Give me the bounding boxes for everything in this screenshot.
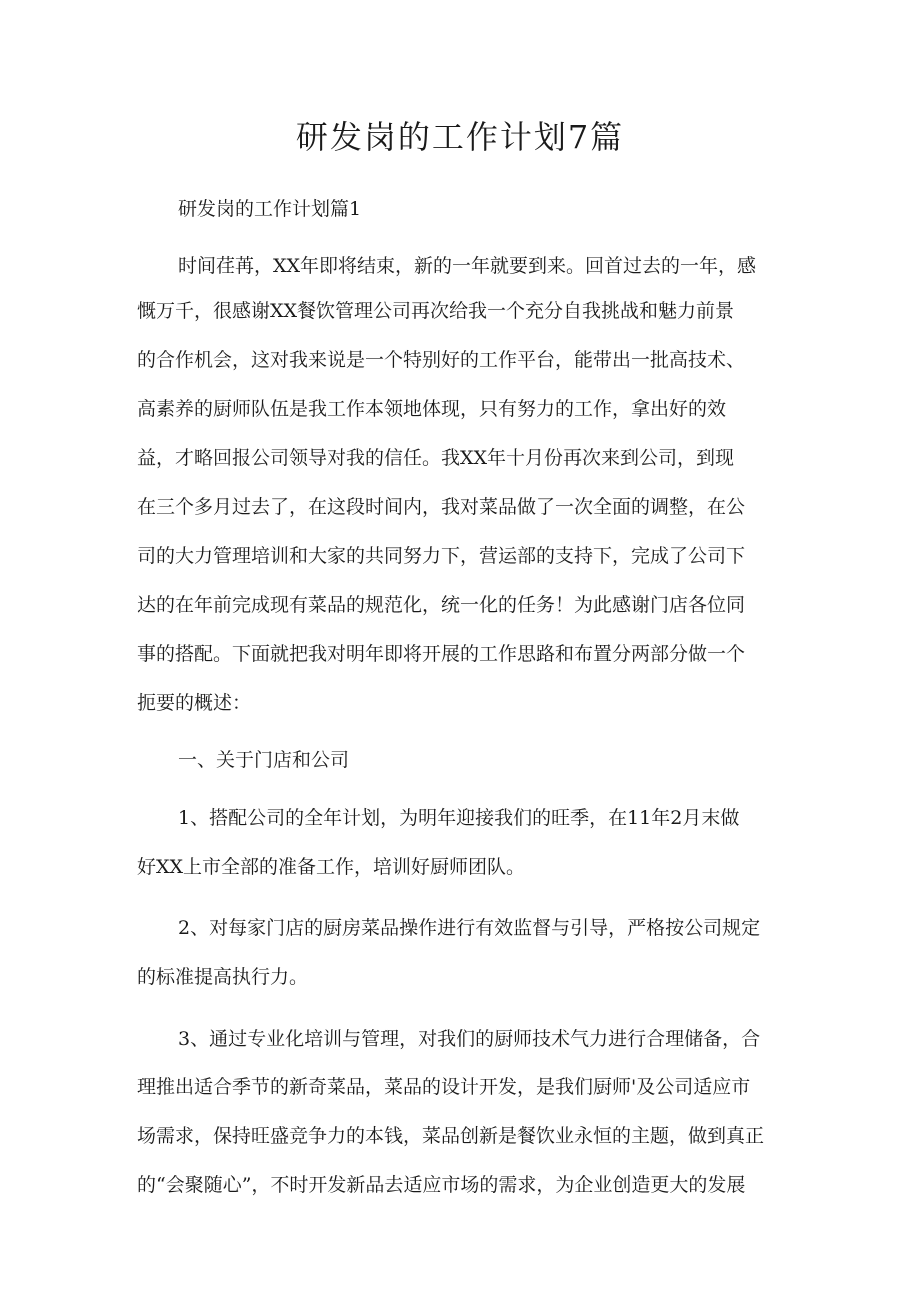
paragraph-line: 扼要的概述：: [137, 692, 252, 714]
paragraph-line: 在三个多月过去了，在这段时间内，我对菜品做了一次全面的调整，在公: [137, 496, 746, 518]
list-item-line: 好XX上市全部的准备工作，培训好厨师团队。: [137, 856, 526, 878]
list-item-line: 的“会聚随心”，不时开发新品去适应市场的需求，为企业创造更大的发展: [137, 1174, 746, 1196]
list-item-line: 2、对每家门店的厨房菜品操作进行有效监督与引导，严格按公司规定: [178, 917, 761, 939]
paragraph-line: 达的在年前完成现有菜品的规范化，统一化的任务！为此感谢门店各位同: [137, 594, 746, 616]
paragraph-line: 的合作机会，这对我来说是一个特别好的工作平台，能带出一批高技术、: [137, 349, 746, 371]
list-item-line: 的标准提高执行力。: [137, 966, 309, 988]
list-item-line: 3、通过专业化培训与管理，对我们的厨师技术气力进行合理储备，合: [178, 1028, 761, 1050]
section-heading: 研发岗的工作计划篇1: [178, 198, 362, 220]
document-title: 研发岗的工作计划7篇: [295, 118, 625, 156]
paragraph-line: 益，才略回报公司领导对我的信任。我XX年十月份再次来到公司，到现: [137, 447, 735, 469]
list-item-line: 1、搭配公司的全年计划，为明年迎接我们的旺季，在11年2月末做: [178, 807, 740, 829]
paragraph-line: 高素养的厨师队伍是我工作本领地体现，只有努力的工作，拿出好的效: [137, 398, 727, 420]
list-item-line: 理推出适合季节的新奇菜品，菜品的设计开发，是我们厨师'及公司适应市: [137, 1076, 751, 1098]
paragraph-line: 事的搭配。下面就把我对明年即将开展的工作思路和布置分两部分做一个: [137, 643, 746, 665]
list-item-line: 场需求，保持旺盛竞争力的本钱，菜品创新是餐饮业永恒的主题，做到真正: [137, 1125, 765, 1147]
subsection-heading: 一、关于门店和公司: [178, 749, 350, 771]
paragraph-line: 司的大力管理培训和大家的共同努力下，营运部的支持下，完成了公司下: [137, 545, 746, 567]
paragraph-line: 慨万千，很感谢XX餐饮管理公司再次给我一个充分自我挑战和魅力前景: [137, 300, 735, 322]
paragraph-line: 时间荏苒，XX年即将结束，新的一年就要到来。回首过去的一年，感: [178, 255, 757, 277]
